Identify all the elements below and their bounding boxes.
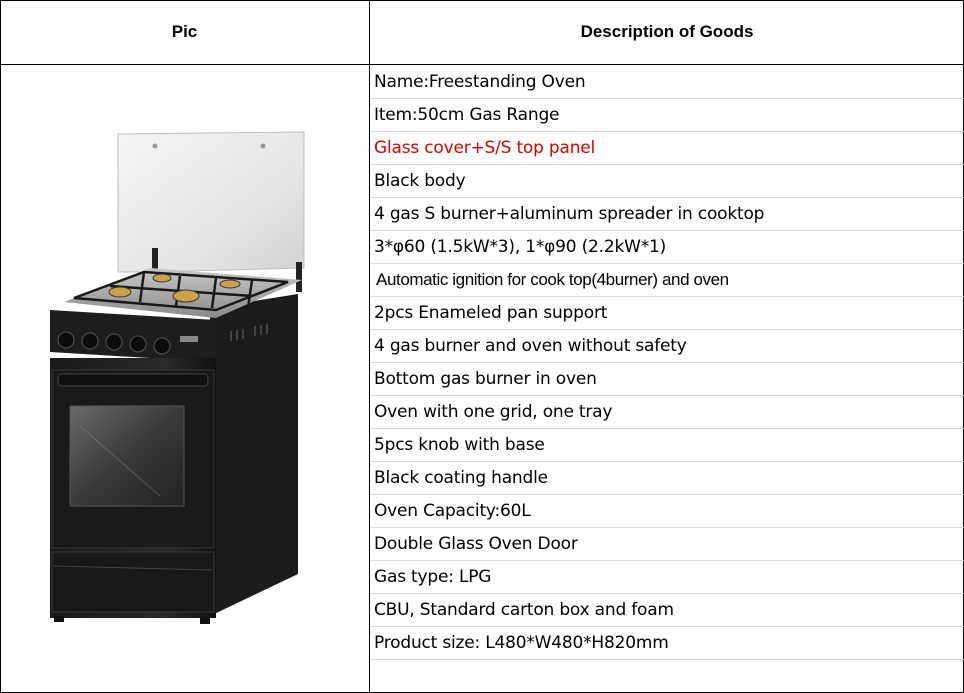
list-item — [370, 627, 964, 660]
row-text: Name:Freestanding Oven — [374, 72, 586, 92]
row-text: Black coating handle — [374, 468, 548, 488]
row-text: Product size: L480*W480*H820mm — [374, 633, 669, 653]
list-item — [370, 66, 964, 99]
row-text: Automatic ignition for cook top(4burner) and oven — [376, 270, 729, 289]
header-description: Description of Goods — [580, 22, 754, 41]
list-item — [370, 495, 964, 528]
row-text: Oven with one grid, one tray — [374, 402, 613, 422]
list-item — [370, 99, 964, 132]
row-text: 4 gas S burner+aluminum spreader in cooktop — [374, 204, 765, 224]
table-left-border — [0, 0, 1, 693]
row-text: 5pcs knob with base — [374, 435, 545, 455]
list-item — [370, 264, 964, 297]
row-text: CBU, Standard carton box and foam — [374, 600, 674, 620]
row-text: 2pcs Enameled pan support — [374, 303, 608, 323]
list-item — [370, 396, 964, 429]
row-text: Bottom gas burner in oven — [374, 369, 597, 389]
list-item — [370, 330, 964, 363]
product-image — [40, 126, 310, 626]
list-item — [370, 429, 964, 462]
row-text: Black body — [374, 171, 466, 191]
row-text: 4 gas burner and oven without safety — [374, 336, 687, 356]
row-text: 3*φ60 (1.5kW*3), 1*φ90 (2.2kW*1) — [374, 237, 667, 257]
header-pic: Pic — [171, 22, 198, 41]
list-item — [370, 165, 964, 198]
row-text: Glass cover+S/S top panel — [374, 138, 596, 158]
list-item — [370, 198, 964, 231]
row-text: Item:50cm Gas Range — [374, 105, 560, 125]
list-item — [370, 561, 964, 594]
list-item — [370, 297, 964, 330]
list-item — [370, 231, 964, 264]
row-text: Double Glass Oven Door — [374, 534, 578, 554]
list-item — [370, 528, 964, 561]
gas-range-oven-image — [40, 126, 310, 626]
list-item — [370, 363, 964, 396]
list-item — [370, 594, 964, 627]
list-item — [370, 132, 964, 165]
list-item — [370, 462, 964, 495]
header-bottom-border — [0, 64, 964, 65]
row-text: Oven Capacity:60L — [374, 501, 531, 521]
row-text: Gas type: LPG — [374, 567, 492, 587]
